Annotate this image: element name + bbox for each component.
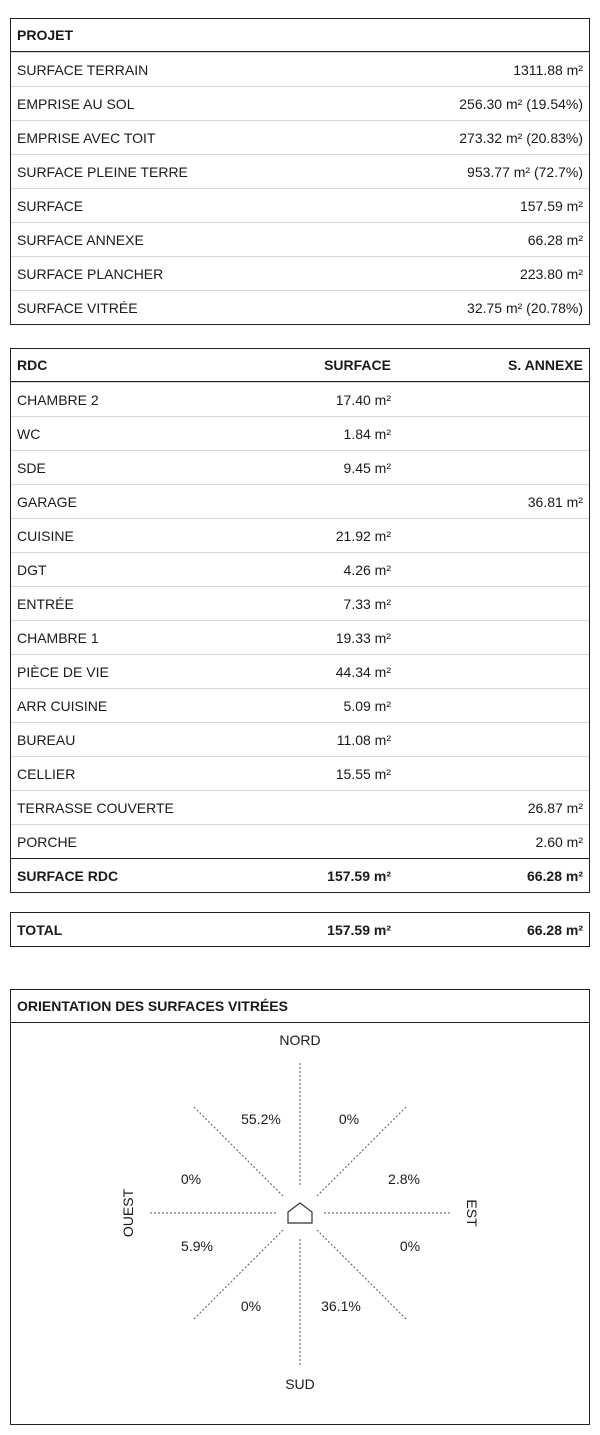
rdc-row xyxy=(11,416,589,450)
projet-row-value: 32.75 m² (20.78%) xyxy=(467,299,583,316)
projet-row xyxy=(11,86,589,120)
projet-row-label: EMPRISE AVEC TOIT xyxy=(17,129,156,146)
rdc-row-surface: 7.33 m² xyxy=(343,595,391,612)
rdc-row-room: BUREAU xyxy=(17,731,76,748)
rdc-row-room: CHAMBRE 2 xyxy=(17,391,99,408)
rdc-row-surface: 19.33 m² xyxy=(335,629,391,646)
rdc-row-room: WC xyxy=(17,425,41,442)
projet-row-label: SURFACE ANNEXE xyxy=(17,231,144,248)
orientation-panel xyxy=(10,989,590,1425)
rdc-total-label: SURFACE RDC xyxy=(17,867,119,884)
rdc-row xyxy=(11,382,589,416)
rdc-row-room: CELLIER xyxy=(17,765,76,782)
projet-row-value: 66.28 m² xyxy=(527,231,583,248)
rdc-row-room: SDE xyxy=(17,459,46,476)
projet-row-value: 953.77 m² (72.7%) xyxy=(467,163,583,180)
rdc-row-annexe: 36.81 m² xyxy=(527,493,583,510)
rdc-row-room: CHAMBRE 1 xyxy=(17,629,99,646)
rdc-row-room: DGT xyxy=(17,561,47,578)
total-annexe: 66.28 m² xyxy=(526,921,583,938)
projet-row xyxy=(11,154,589,188)
projet-row-label: SURFACE xyxy=(17,197,84,214)
rdc-row xyxy=(11,552,589,586)
rdc-row xyxy=(11,620,589,654)
sector-nne-value: 0% xyxy=(338,1111,360,1127)
projet-row-label: SURFACE TERRAIN xyxy=(17,61,149,78)
direction-west: OUEST xyxy=(120,1188,136,1238)
projet-row-value: 223.80 m² xyxy=(519,265,583,282)
sector-sse-value: 36.1% xyxy=(321,1298,361,1314)
rdc-row xyxy=(11,824,589,858)
rdc-header-surface: SURFACE xyxy=(324,357,391,373)
orientation-diagram xyxy=(11,1023,589,1423)
rdc-total-surface: 157.59 m² xyxy=(327,867,391,884)
rdc-total-annexe: 66.28 m² xyxy=(526,867,583,884)
rdc-row xyxy=(11,722,589,756)
projet-row xyxy=(11,188,589,222)
rdc-row-room: ARR CUISINE xyxy=(17,697,108,714)
rdc-row-room: TERRASSE COUVERTE xyxy=(17,799,174,816)
rdc-row xyxy=(11,654,589,688)
rdc-row xyxy=(11,518,589,552)
total-table xyxy=(10,912,590,947)
projet-header xyxy=(11,19,589,52)
projet-row-label: EMPRISE AU SOL xyxy=(17,95,135,112)
orientation-title: ORIENTATION DES SURFACES VITRÉES xyxy=(17,998,288,1014)
total-surface: 157.59 m² xyxy=(327,921,391,938)
sector-ese-value: 0% xyxy=(399,1238,421,1254)
projet-row-label: SURFACE PLANCHER xyxy=(17,265,164,282)
rdc-row xyxy=(11,688,589,722)
projet-row-label: SURFACE PLEINE TERRE xyxy=(17,163,188,180)
rdc-row-surface: 4.26 m² xyxy=(343,561,391,578)
projet-row-value: 273.32 m² (20.83%) xyxy=(459,129,583,146)
sector-wnw-value: 0% xyxy=(180,1171,202,1187)
total-label: TOTAL xyxy=(17,921,63,938)
rdc-row-surface: 5.09 m² xyxy=(343,697,391,714)
rdc-row xyxy=(11,756,589,790)
rdc-row-room: GARAGE xyxy=(17,493,77,510)
rdc-header-room: RDC xyxy=(17,357,48,373)
rdc-row-room: ENTRÉE xyxy=(17,595,74,612)
rdc-row xyxy=(11,586,589,620)
rdc-row-surface: 44.34 m² xyxy=(335,663,391,680)
projet-title: PROJET xyxy=(17,27,74,43)
orientation-header xyxy=(11,990,589,1023)
rdc-row-annexe: 2.60 m² xyxy=(535,833,583,850)
projet-row xyxy=(11,52,589,86)
projet-row-value: 256.30 m² (19.54%) xyxy=(459,95,583,112)
rdc-total-row xyxy=(11,858,589,892)
direction-north: NORD xyxy=(279,1032,321,1048)
total-row xyxy=(11,913,589,946)
projet-row xyxy=(11,120,589,154)
direction-south: SUD xyxy=(285,1376,315,1392)
rdc-row-annexe: 26.87 m² xyxy=(527,799,583,816)
rdc-row-room: PORCHE xyxy=(17,833,77,850)
sector-ene-value: 2.8% xyxy=(388,1171,420,1187)
projet-row-value: 1311.88 m² xyxy=(513,61,583,78)
sector-ssw-value: 0% xyxy=(240,1298,262,1314)
sector-wsw-value: 5.9% xyxy=(181,1238,213,1254)
house-icon xyxy=(288,1203,312,1223)
projet-row xyxy=(11,222,589,256)
projet-row xyxy=(11,256,589,290)
rdc-row xyxy=(11,450,589,484)
sector-nnw-value: 55.2% xyxy=(241,1111,281,1127)
rdc-header xyxy=(11,349,589,382)
rdc-row-surface: 15.55 m² xyxy=(335,765,391,782)
projet-row xyxy=(11,290,589,324)
rdc-row-room: PIÈCE DE VIE xyxy=(17,663,109,680)
projet-row-label: SURFACE VITRÉE xyxy=(17,299,138,316)
projet-row-value: 157.59 m² xyxy=(519,197,583,214)
rdc-row-surface: 1.84 m² xyxy=(343,425,391,442)
rdc-row-surface: 11.08 m² xyxy=(336,731,391,748)
rdc-header-annexe: S. ANNEXE xyxy=(508,357,583,373)
rdc-row-surface: 21.92 m² xyxy=(335,527,391,544)
rdc-row xyxy=(11,790,589,824)
projet-table xyxy=(10,18,590,325)
rdc-row xyxy=(11,484,589,518)
rdc-row-surface: 17.40 m² xyxy=(335,391,391,408)
rdc-row-room: CUISINE xyxy=(17,527,74,544)
rdc-row-surface: 9.45 m² xyxy=(343,459,391,476)
direction-east: EST xyxy=(464,1199,480,1227)
rdc-table xyxy=(10,348,590,893)
